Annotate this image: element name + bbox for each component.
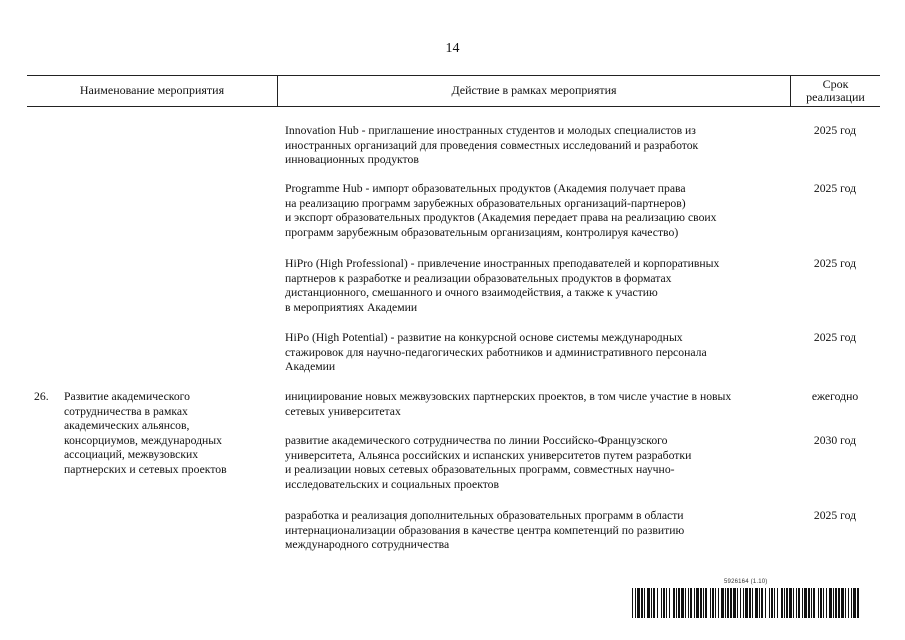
table-header-bottom-rule — [27, 106, 880, 107]
term-internationalization-programs: 2025 год — [813, 509, 857, 522]
barcode-caption: 5926164 (1.10) — [724, 579, 768, 585]
action-russian-french-university: развитие академического сотрудничества по линии Российско-Французского университета, Альянса российских и испанских университетов путем разработки и реализации новых сетевых образовательных программ, совместных научно- исследовательских и социальных проектов — [285, 434, 692, 491]
term-innovation-hub: 2025 год — [813, 124, 857, 137]
action-programme-hub: Programme Hub - импорт образовательных продуктов (Академия получает права на реализацию программ зарубежных образовательных организаций-партнеров) и экспорт образовательных продуктов (Академия передает права на реализацию своих программ зарубежным образовательным организациям, контролируя качество) — [285, 182, 717, 239]
header-action-column: Действие в рамках мероприятия — [451, 83, 617, 97]
header-name-column: Наименование мероприятия — [79, 83, 225, 97]
term-russian-french-university: 2030 год — [813, 434, 857, 447]
action-hipro: HiPro (High Professional) - привлечение иностранных преподавателей и корпоративных партнеров к разработке и реализации образовательных продуктов в форматах дистанционного, смешанного и очного взаимодействия, а также к участию в мероприятиях Академии — [285, 257, 720, 314]
page-number: 14 — [445, 41, 460, 56]
row-name-26: Развитие академического сотрудничества в рамках академических альянсов, консорциумов, международных ассоциаций, межвузовских партнерских и сетевых проектов — [64, 390, 227, 476]
action-innovation-hub: Innovation Hub - приглашение иностранных студентов и молодых специалистов из иностранных организаций для проведения совместных исследований и разработок инновационных продуктов — [285, 124, 699, 166]
term-hipo: 2025 год — [813, 331, 857, 344]
action-new-partner-projects: инициирование новых межвузовских партнерских проектов, в том числе участие в новых сетевых университетах — [285, 390, 732, 418]
document-barcode — [632, 579, 860, 619]
barcode-icon — [632, 588, 860, 618]
term-programme-hub: 2025 год — [813, 182, 857, 195]
action-hipo: HiPo (High Potential) - развитие на конкурсной основе системы международных стажировок для научно-педагогических работников и административного персонала Академии — [285, 331, 707, 373]
term-new-partner-projects: ежегодно — [811, 390, 859, 403]
header-term-column: Срок реализации — [806, 76, 865, 104]
action-internationalization-programs: разработка и реализация дополнительных образовательных программ в области интернационализации образования в качестве центра компетенций по развитию международного сотрудничества — [285, 509, 685, 551]
term-hipro: 2025 год — [813, 257, 857, 270]
row-number-26: 26. — [34, 390, 49, 403]
